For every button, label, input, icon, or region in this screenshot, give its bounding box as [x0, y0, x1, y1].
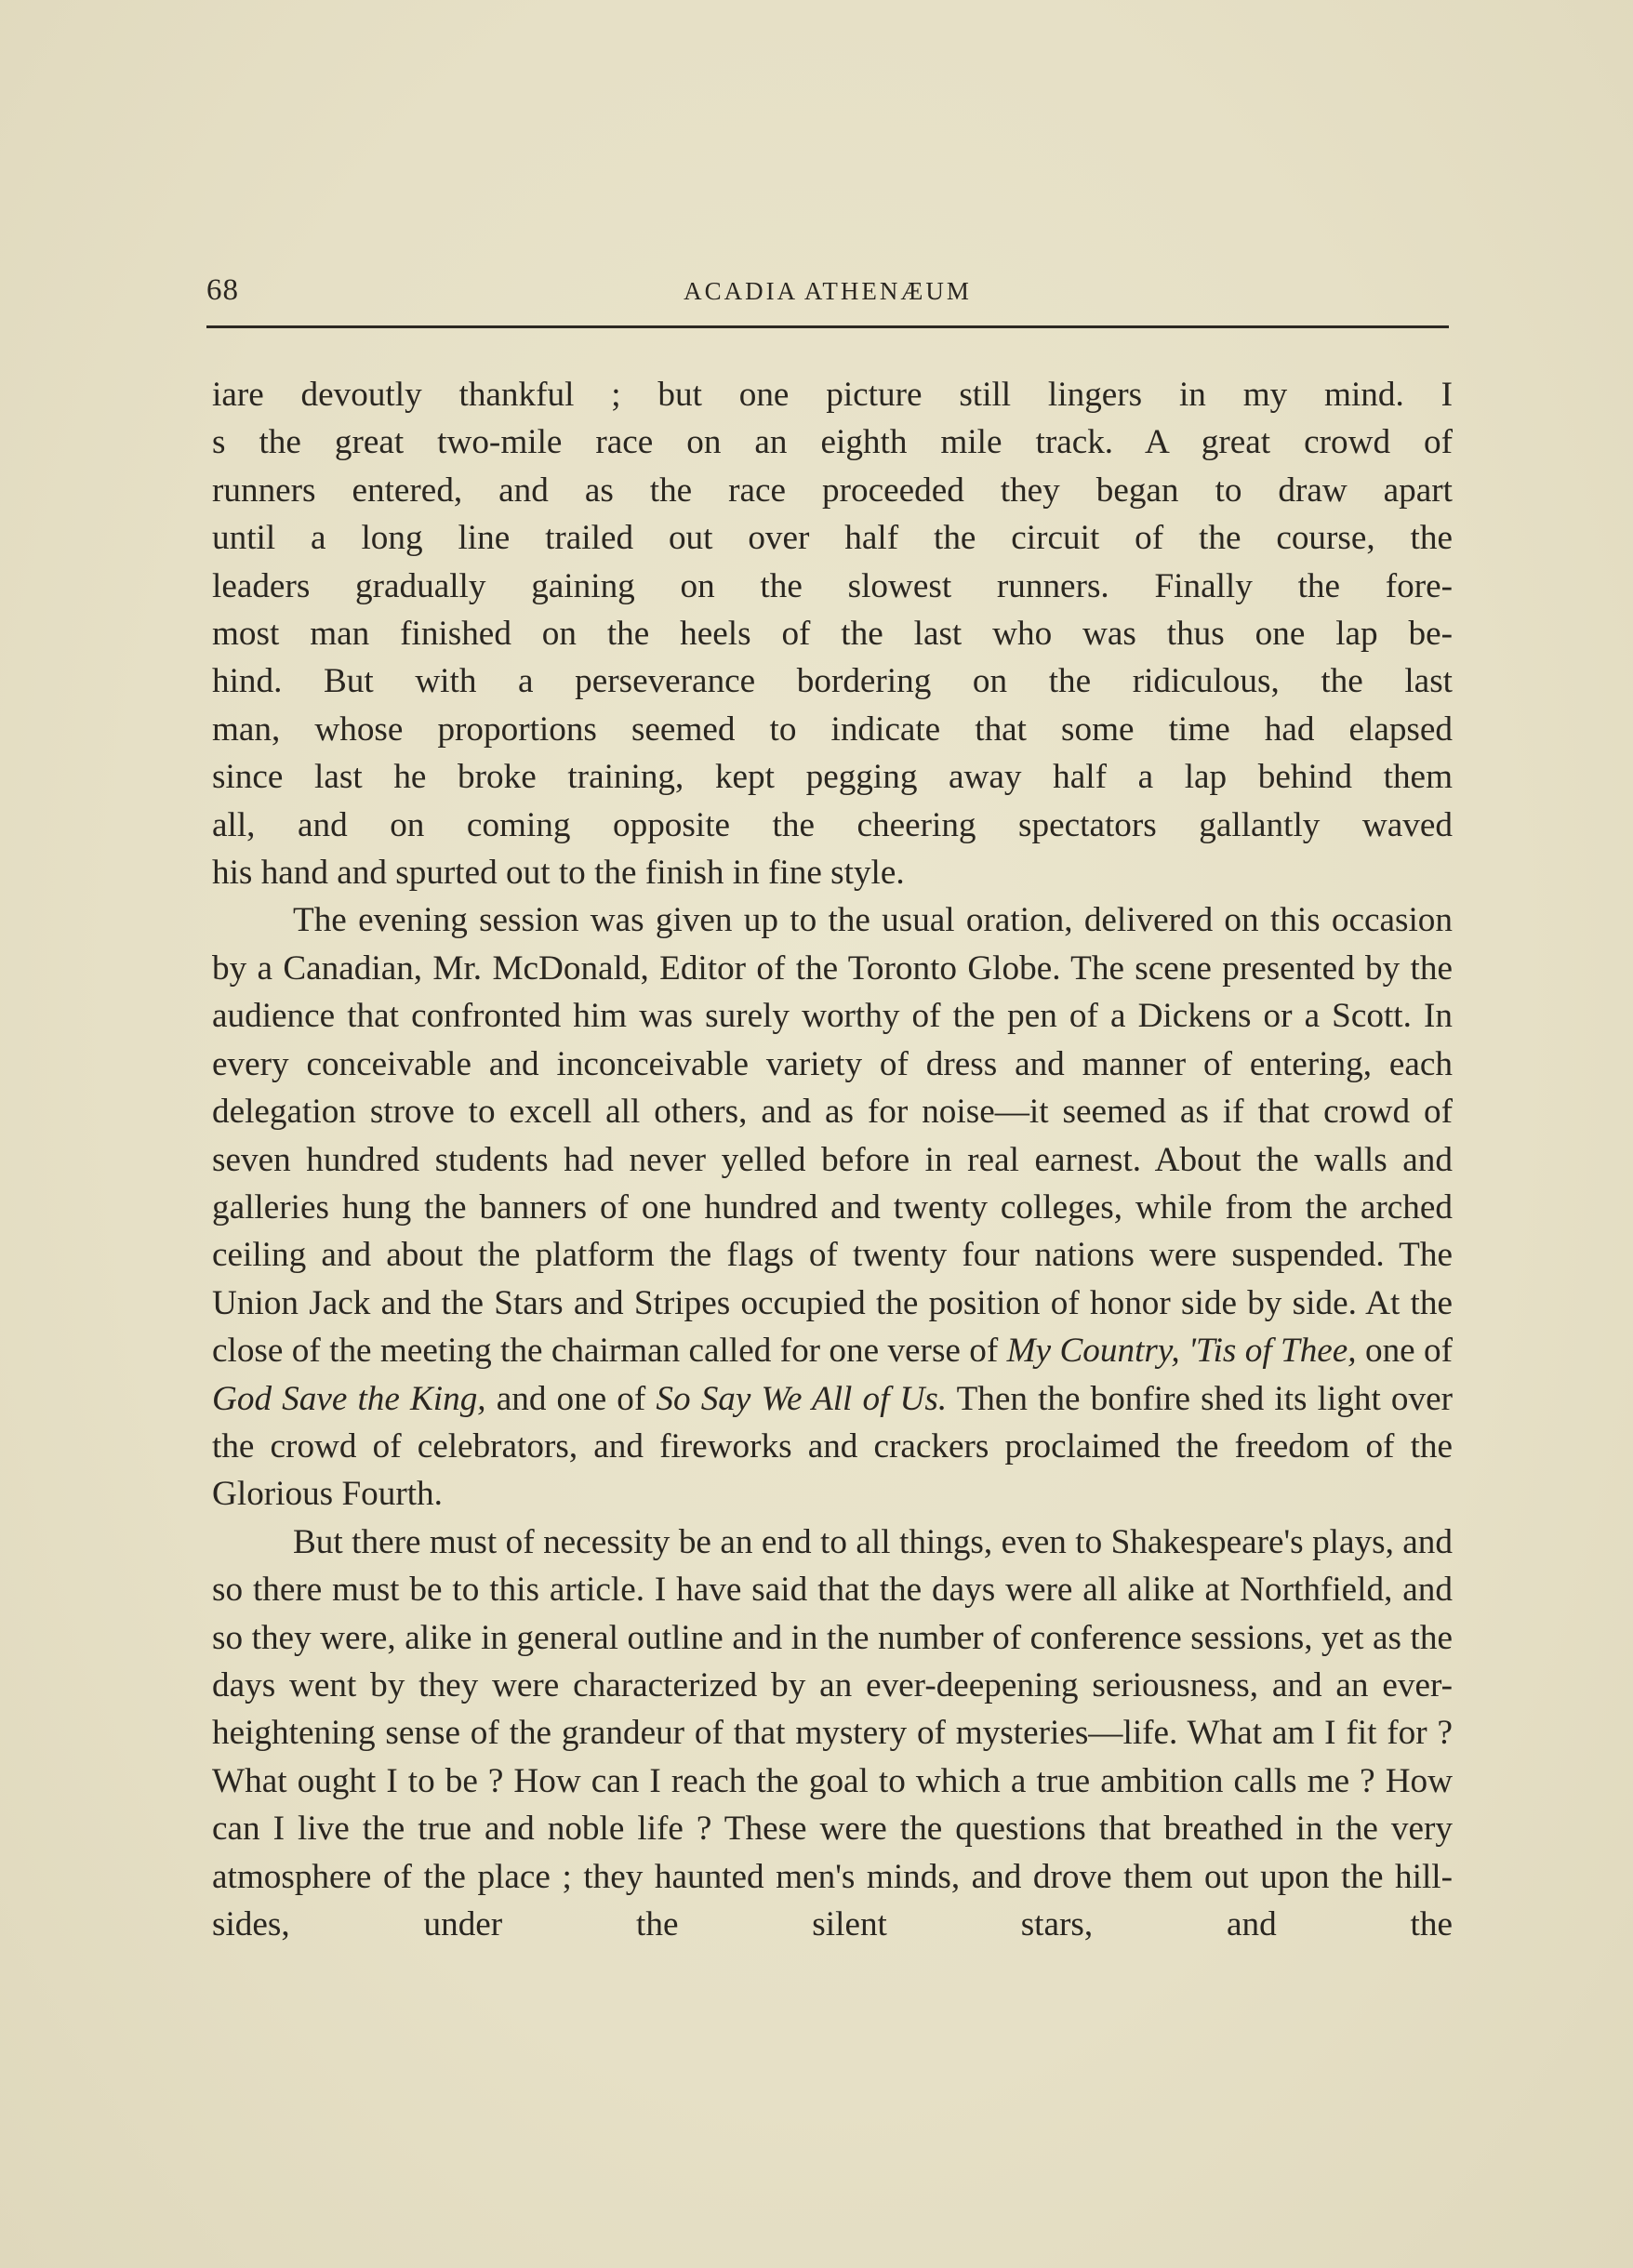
page-header — [206, 270, 1449, 325]
article-body — [212, 371, 1453, 1948]
paragraph-2 — [212, 896, 1453, 1518]
text-line: until a long line trailed out over half the circuit of the course, the — [212, 519, 1453, 558]
paragraph-2-text: Then the bonfire shed its light over the crowd of celebrators, and fireworks and crackers proclaimed the freedom of the Glorious Fourth. — [212, 1379, 1453, 1514]
text-line: hind. But with a perseverance bordering on the ridiculous, the last — [212, 662, 1453, 701]
song-title-my-country: My Country, 'Tis of Thee, — [1006, 1332, 1357, 1371]
paragraph-3-text: But there must of necessity be an end to all things, even to Shakespeare's plays, and so there must be to this article. I have said that the days were all alike at Northfield, and so they were, alike in general outline and in the number of conference sessions, yet as the days went by they were characterized by an ever-deepening seriousness, and an ever-heightening sense of the grandeur of that mystery of mysteries—life. What am I fit for ? What ought I to be ? How can I reach the goal to which a true ambition calls me ? How can I live the true and noble life ? These were the questions that breathed in the very atmosphere of the place ; they haunted men's minds, and drove them out upon the hill-sides, under the silent stars, and the — [212, 1522, 1453, 1943]
running-head: ACADIA ATHENÆUM — [684, 277, 972, 305]
text-line: all, and on coming opposite the cheering spectators gallantly waved — [212, 805, 1453, 844]
text-line: leaders gradually gaining on the slowest runners. Finally the fore- — [212, 566, 1453, 605]
paragraph-2-text: one of — [1356, 1332, 1454, 1371]
text-line: since last he broke training, kept pegging away half a lap behind them — [212, 758, 1453, 797]
text-line: runners entered, and as the race proceeded they began to draw apart — [212, 471, 1453, 510]
page-number: 68 — [206, 273, 239, 307]
song-title-god-save-the-king: God Save the King, — [212, 1379, 486, 1418]
text-line: man, whose proportions seemed to indicate that some time had elapsed — [212, 710, 1453, 749]
paragraph-3 — [212, 1519, 1453, 1949]
text-line: s the great two-mile race on an eighth mile track. A great crowd of — [212, 423, 1453, 462]
song-title-so-say-we-all: So Say We All of Us. — [656, 1379, 948, 1418]
paragraph-1 — [212, 371, 1453, 849]
text-line: his hand and spurted out to the finish in fine style. — [212, 854, 905, 893]
text-line: iare devoutly thankful ; but one picture still lingers in my mind. I — [212, 376, 1453, 414]
paragraph-1-last-line — [212, 849, 1453, 896]
paragraph-2-text: and one of — [485, 1379, 657, 1418]
text-line: most man finished on the heels of the last who was thus one lap be- — [212, 615, 1453, 654]
header-rule — [206, 325, 1449, 328]
paragraph-2-text: The evening session was given up to the usual oration, delivered on this occasion by a Canadian, Mr. McDonald, Editor of the Toronto Globe. The scene presented by the audience that confronted him was surely worthy of the pen of a Dickens or a Scott. In every conceivable and inconceivable variety of dress and manner of entering, each delegation strove to excell all others, and as for noise—it seemed as if that crowd of seven hundred students had never yelled before in real earnest. About the walls and galleries hung the banners of one hundred and twenty colleges, while from the arched ceiling and about the platform the flags of twenty four nations were suspended. The Union Jack and the Stars and Stripes occupied the position of honor side by side. At the close of the meeting the chairman called for one verse of — [212, 901, 1453, 1371]
